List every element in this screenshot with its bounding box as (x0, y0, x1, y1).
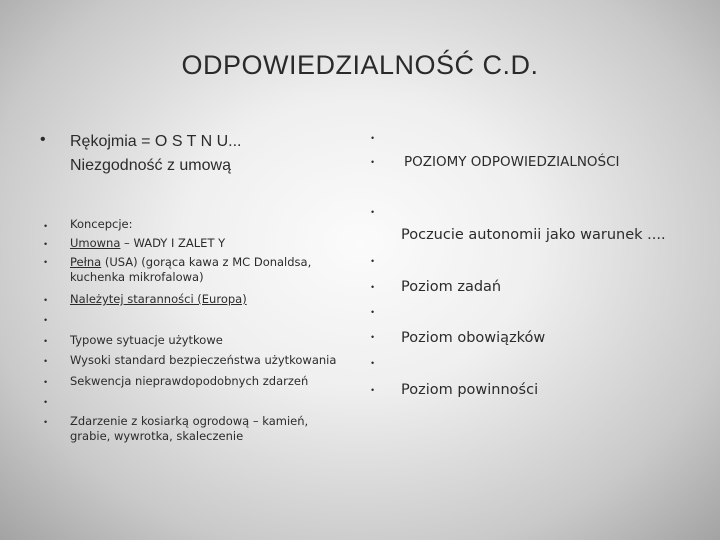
bullet: • (371, 133, 375, 143)
concept-full-name: Pełna (70, 255, 102, 269)
concept-due-care (70, 292, 247, 307)
bullet: • (44, 397, 48, 407)
bullet: • (44, 417, 48, 427)
level-duties: Poziom obowiązków (401, 330, 546, 346)
bullet: • (44, 257, 48, 267)
bullet: • (371, 332, 375, 342)
autonomy-condition: Poczucie autonomii jako warunek .... (401, 227, 666, 243)
bullet: • (44, 221, 48, 231)
bullet: • (44, 377, 48, 387)
bullet: • (44, 295, 48, 305)
bullet: • (371, 157, 375, 167)
example-mower: Zdarzenie z kosiarką ogrodową – kamień, grabie, wywrotka, skaleczenie (70, 414, 309, 443)
concept-contract-desc: – WADY I ZALET Y (120, 236, 226, 250)
concept-full (70, 255, 320, 285)
main-point-line2: Niezgodność z umową (70, 157, 231, 174)
main-point-line1: Rękojmia = O S T N U... (70, 133, 242, 150)
bullet: • (371, 256, 375, 266)
concept-contract (70, 236, 360, 251)
concepts-label: Koncepcje: (70, 217, 133, 231)
concept-contract-name: Umowna (70, 236, 121, 250)
bullet: • (44, 336, 48, 346)
bullet: • (371, 207, 375, 217)
bullet: • (44, 315, 48, 325)
bullet: • (40, 131, 46, 148)
situation-safety: Wysoki standard bezpieczeństwa użytkowania (70, 353, 337, 367)
levels-heading: POZIOMY ODPOWIEDZIALNOŚCI (404, 154, 620, 170)
situation-sequence: Sekwencja nieprawdopodobnych zdarzeń (70, 374, 309, 388)
bullet: • (371, 307, 375, 317)
main-point (70, 130, 360, 178)
situation-typical: Typowe sytuacje użytkowe (70, 333, 223, 347)
concept-full-desc: (USA) (gorąca kawa z MC Donaldsa, kuchenka mikrofalowa) (70, 255, 312, 284)
bullet: • (44, 239, 48, 249)
bullet: • (371, 385, 375, 395)
level-tasks: Poziom zadań (401, 279, 502, 295)
bullet: • (371, 358, 375, 368)
bullet: • (44, 356, 48, 366)
concept-due-care-name: Należytej staranności (Europa) (70, 292, 247, 306)
slide-title: ODPOWIEDZIALNOŚĆ C.D. (181, 50, 539, 80)
bullet: • (371, 282, 375, 292)
level-obligations: Poziom powinności (401, 382, 539, 398)
